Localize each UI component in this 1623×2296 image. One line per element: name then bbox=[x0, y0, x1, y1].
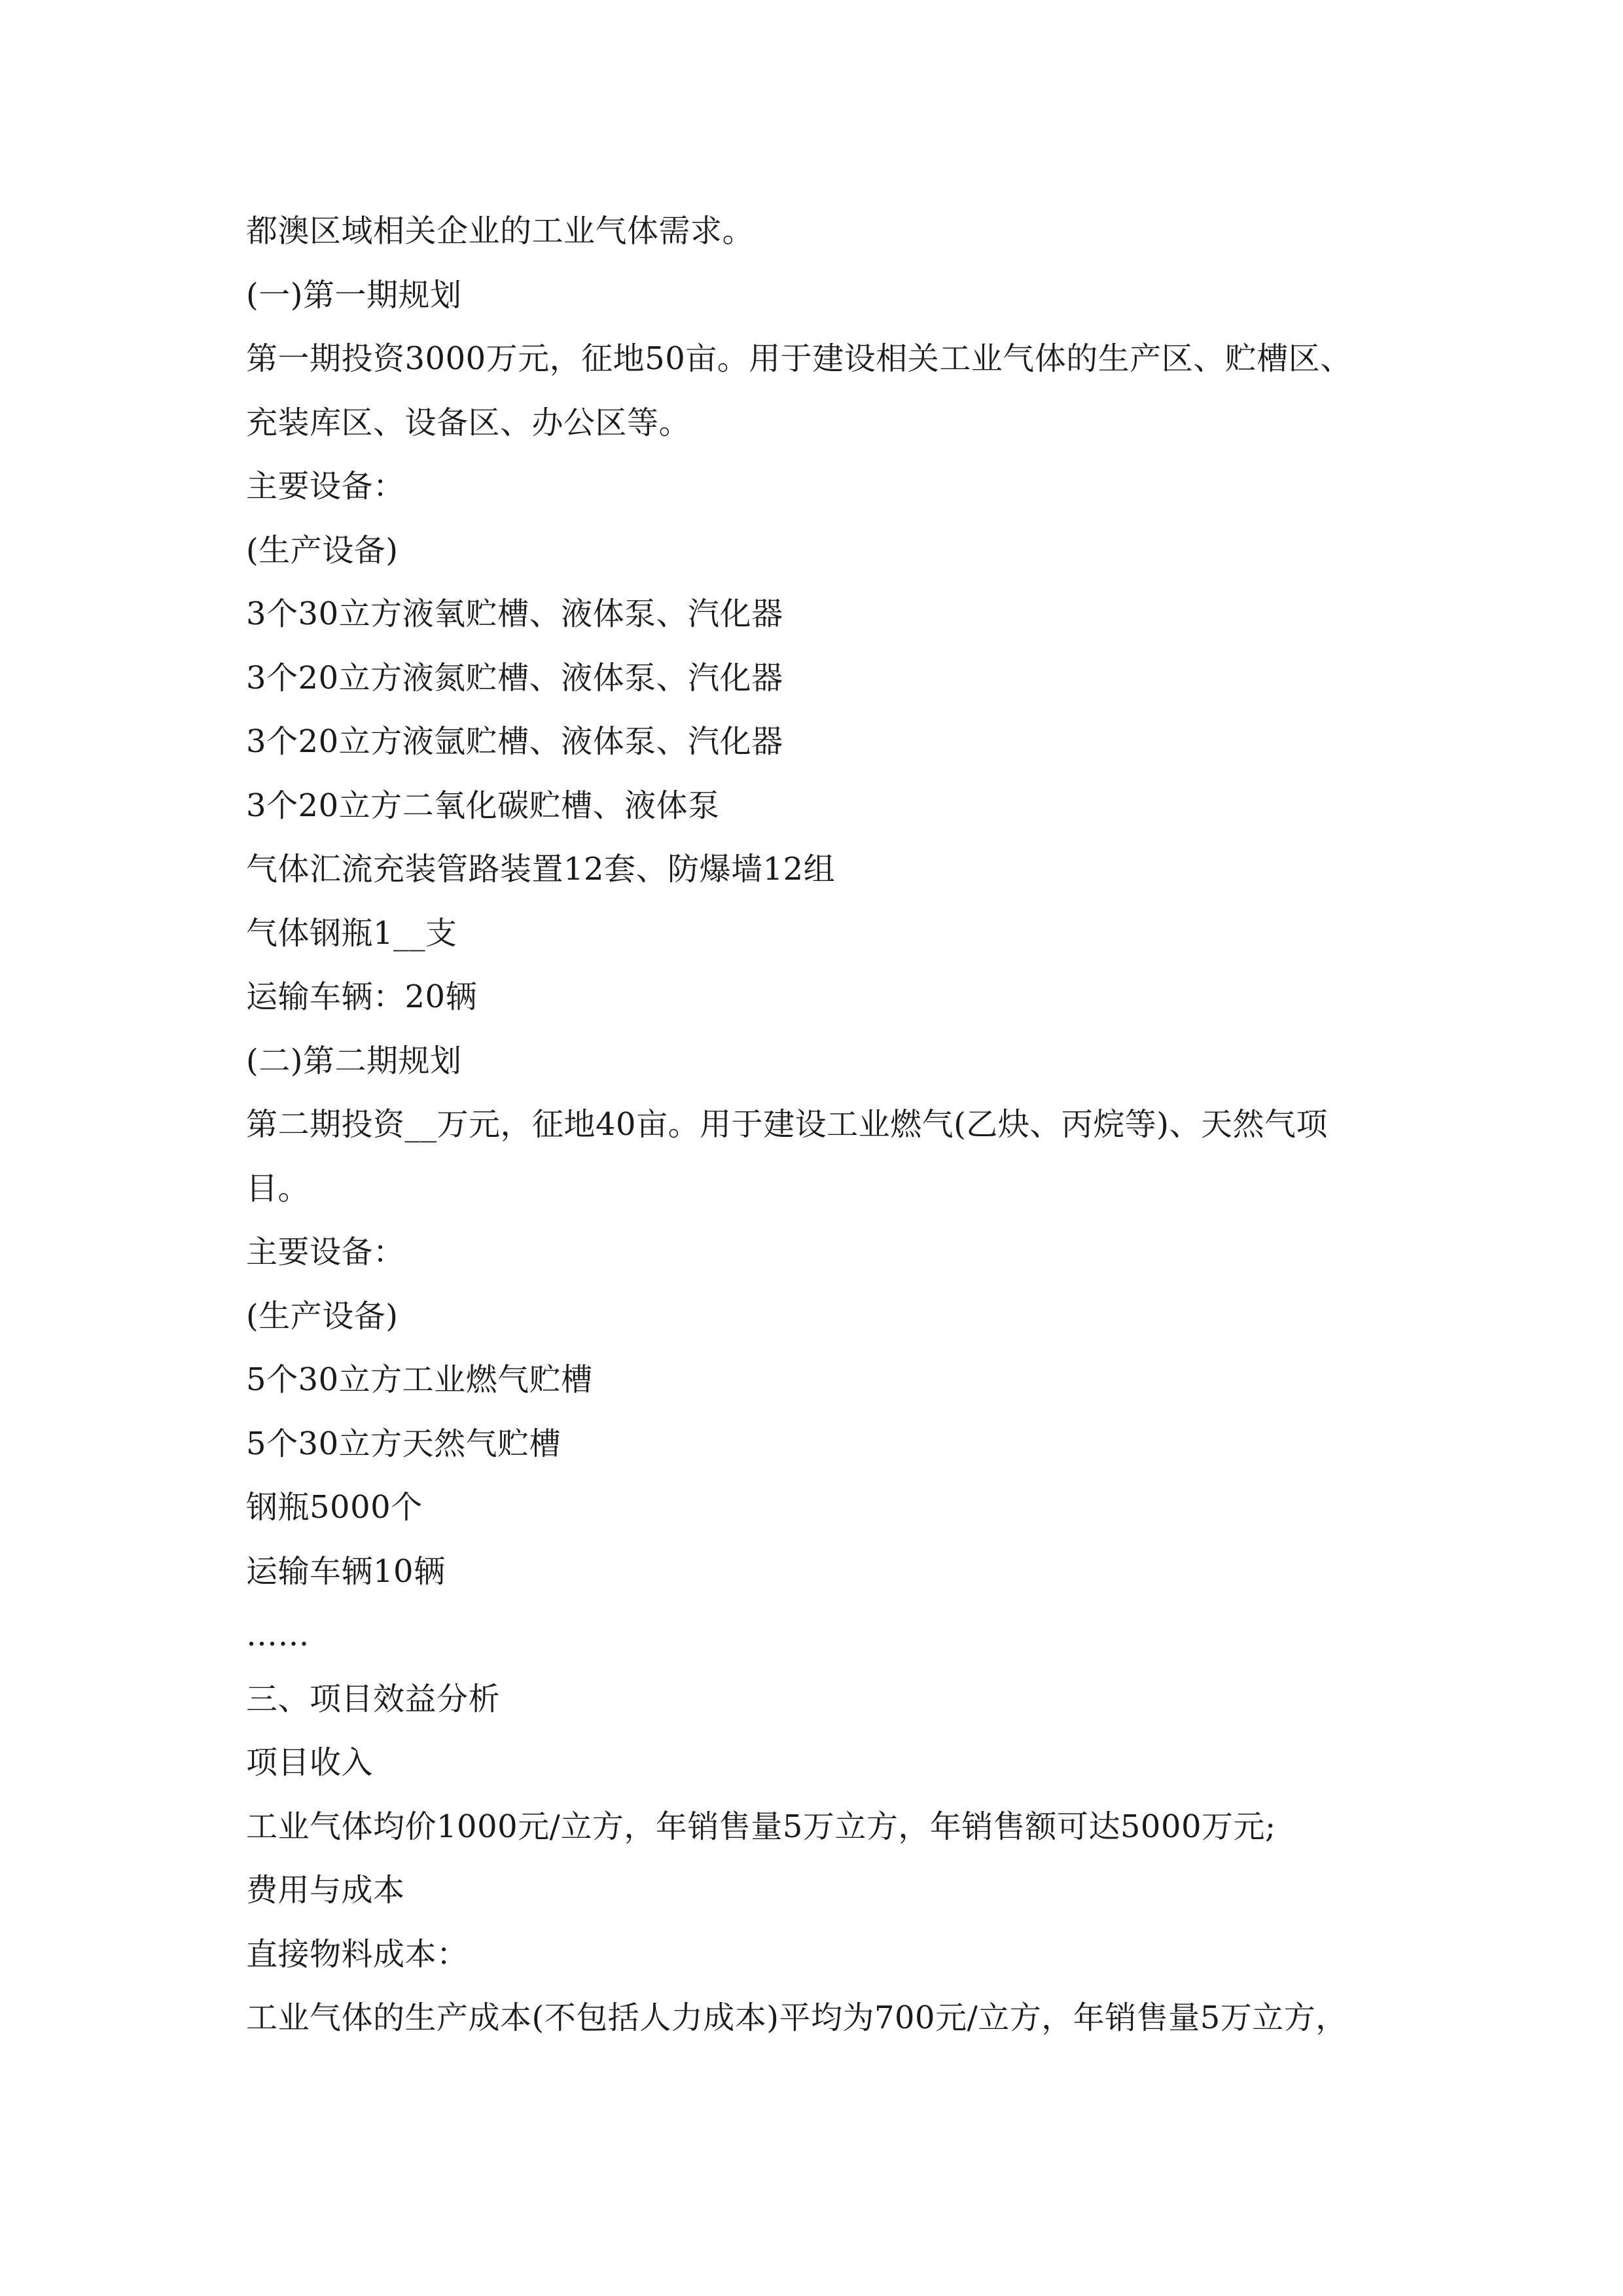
text-line: 都澳区域相关企业的工业气体需求。 bbox=[246, 213, 755, 249]
text-line: 主要设备： bbox=[246, 1234, 405, 1270]
equipment-item: 3个30立方液氧贮槽、液体泵、汽化器 bbox=[246, 596, 783, 632]
equipment-item: 3个20立方二氧化碳贮槽、液体泵 bbox=[246, 787, 720, 824]
text-line: 目。 bbox=[246, 1170, 310, 1207]
equipment-item: 3个20立方液氩贮槽、液体泵、汽化器 bbox=[246, 723, 783, 760]
equipment-item: 5个30立方天然气贮槽 bbox=[246, 1425, 562, 1462]
text-line: 第一期投资3000万元，征地50亩。用于建设相关工业气体的生产区、贮槽区、 bbox=[246, 340, 1352, 377]
equipment-item: 运输车辆：20辆 bbox=[246, 978, 478, 1015]
text-line: 主要设备： bbox=[246, 468, 405, 505]
equipment-item: 气体汇流充装管路装置12套、防爆墙12组 bbox=[246, 851, 836, 888]
text-line: (生产设备) bbox=[246, 531, 399, 569]
ellipsis: …… bbox=[246, 1617, 310, 1653]
section-heading: (一)第一期规划 bbox=[246, 276, 462, 314]
text-line: 充装库区、设备区、办公区等。 bbox=[246, 404, 691, 441]
text-line: 第二期投资__万元，征地40亩。用于建设工业燃气(乙炔、丙烷等)、天然气项 bbox=[246, 1106, 1329, 1143]
text-line: 工业气体的生产成本(不包括人力成本)平均为700元/立方，年销售量5万立方， bbox=[246, 2000, 1347, 2036]
section-heading: 三、项目效益分析 bbox=[246, 1680, 501, 1717]
subheading: 费用与成本 bbox=[246, 1872, 405, 1909]
equipment-item: 运输车辆10辆 bbox=[246, 1552, 446, 1590]
document-body bbox=[246, 200, 1411, 2051]
equipment-item: 5个30立方工业燃气贮槽 bbox=[246, 1361, 593, 1398]
section-heading: (二)第二期规划 bbox=[246, 1042, 462, 1079]
text-line: 工业气体均价1000元/立方，年销售量5万立方，年销售额可达5000万元; bbox=[246, 1808, 1276, 1845]
equipment-item: 3个20立方液氮贮槽、液体泵、汽化器 bbox=[246, 659, 783, 696]
subheading: 直接物料成本： bbox=[246, 1935, 469, 1973]
text-line: (生产设备) bbox=[246, 1297, 399, 1335]
equipment-item: 气体钢瓶1__支 bbox=[246, 914, 457, 952]
equipment-item: 钢瓶5000个 bbox=[246, 1489, 423, 1526]
subheading: 项目收入 bbox=[246, 1744, 374, 1781]
